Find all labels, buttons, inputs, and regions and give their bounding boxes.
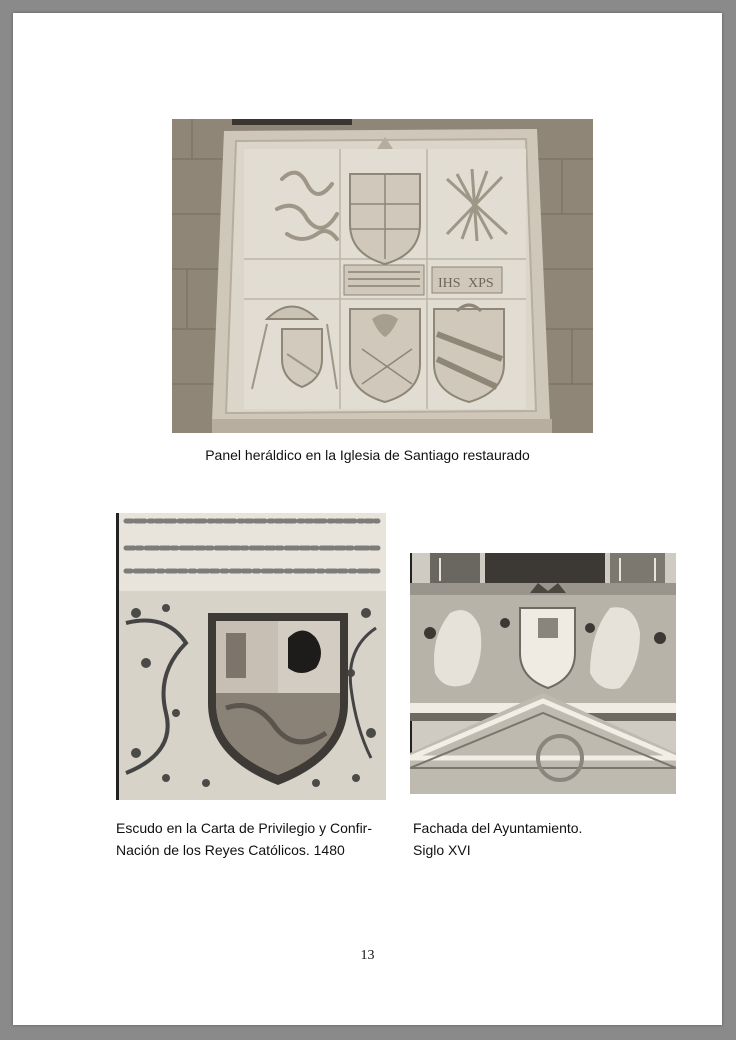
heraldic-panel-illustration xyxy=(172,119,593,433)
heraldic-panel-caption: Panel heráldico en la Iglesia de Santiago restaurado xyxy=(205,447,530,463)
facade-caption-line-2: Siglo XVI xyxy=(413,842,471,858)
panel-inscription-ihs: IHS xyxy=(438,276,461,291)
facade-illustration xyxy=(410,553,676,794)
coat-of-arms-caption-line-2: Nación de los Reyes Católicos. 1480 xyxy=(116,842,345,858)
manuscript-illustration xyxy=(116,513,386,800)
heraldic-panel-photo xyxy=(172,119,593,433)
document-page xyxy=(13,13,722,1025)
manuscript-coat-of-arms-photo xyxy=(116,513,386,800)
page-number: 13 xyxy=(360,948,375,963)
town-hall-facade-photo xyxy=(410,553,676,794)
facade-caption-line-1: Fachada del Ayuntamiento. xyxy=(413,820,583,836)
panel-inscription-xps: XPS xyxy=(468,276,494,291)
coat-of-arms-caption-line-1: Escudo en la Carta de Privilegio y Confir- xyxy=(116,820,373,836)
coat-of-arms-caption xyxy=(116,817,396,861)
facade-caption xyxy=(413,817,673,861)
